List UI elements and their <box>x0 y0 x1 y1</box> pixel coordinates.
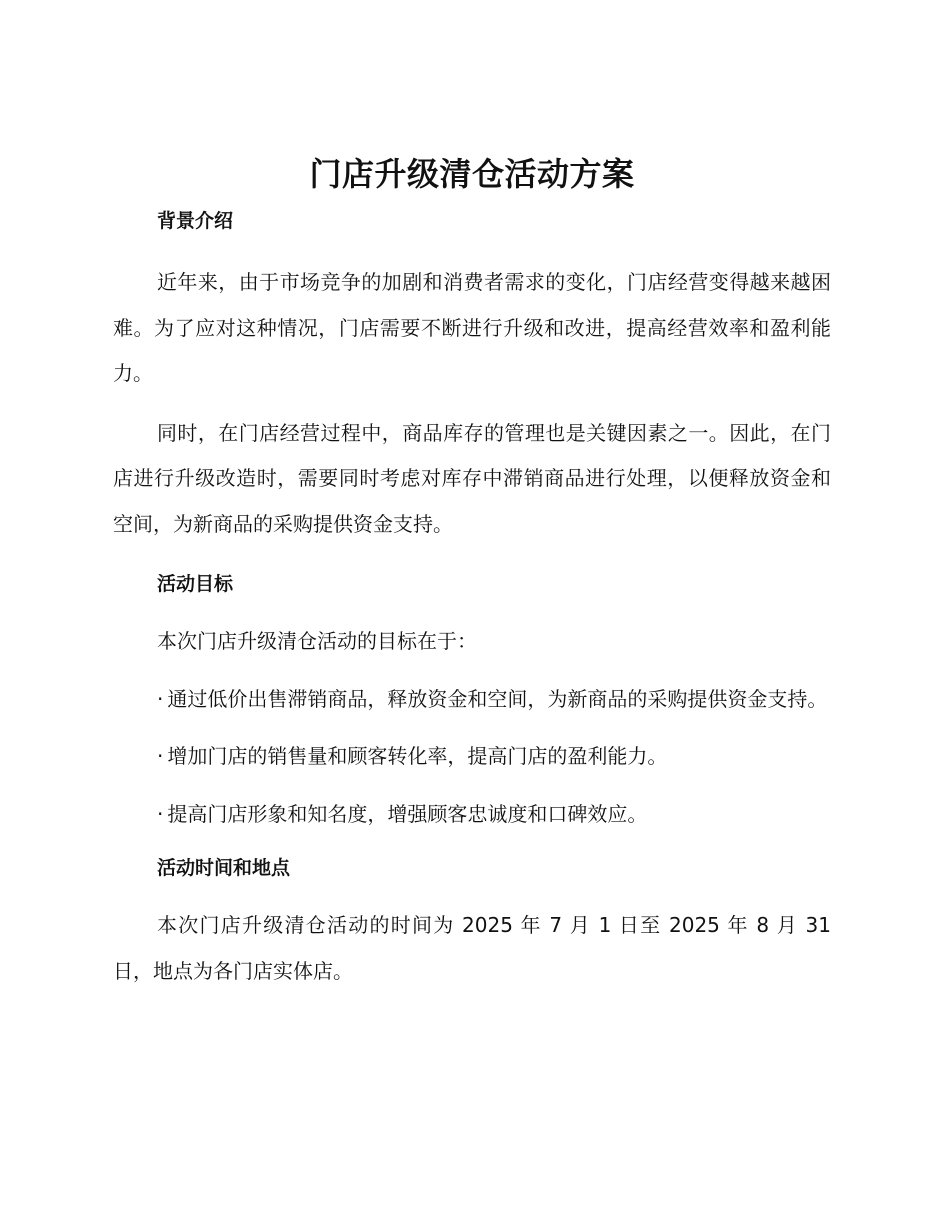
bullet-dot-icon: · <box>157 801 164 826</box>
goal-bullet-text: 通过低价出售滞销商品，释放资金和空间，为新商品的采购提供资金支持。 <box>167 686 828 711</box>
goal-bullet-1 <box>113 677 831 723</box>
goal-bullet-3 <box>113 792 831 838</box>
section-heading-goals: 活动目标 <box>157 573 234 595</box>
background-paragraph-1: 近年来，由于市场竞争的加剧和消费者需求的变化，门店经营变得越来越困难。为了应对这种情况，门店需要不断进行升级和改进，提高经营效率和盈利能力。 <box>113 270 831 385</box>
goals-intro: 本次门店升级清仓活动的目标在于： <box>157 629 477 653</box>
background-paragraph-2: 同时，在门店经营过程中，商品库存的管理也是关键因素之一。因此，在门店进行升级改造时，需要同时考虑对库存中滞销商品进行处理，以便释放资金和空间，为新商品的采购提供资金支持。 <box>113 420 831 536</box>
goal-bullet-text: 提高门店形象和知名度，增强顾客忠诚度和口碑效应。 <box>167 801 648 826</box>
bullet-dot-icon: · <box>157 744 164 768</box>
goal-bullet-text: 增加门店的销售量和顾客转化率，提高门店的盈利能力。 <box>167 744 668 768</box>
document-title: 门店升级清仓活动方案 <box>309 155 635 193</box>
document-page <box>113 150 831 994</box>
section-heading-time-location: 活动时间和地点 <box>157 857 291 879</box>
bullet-dot-icon: · <box>157 686 164 711</box>
section-heading-background: 背景介绍 <box>157 210 234 232</box>
time-location-paragraph: 本次门店升级清仓活动的时间为 2025 年 7 月 1 日至 2025 年 8 月 31 日，地点为各门店实体店。 <box>113 913 831 983</box>
goal-bullet-2 <box>113 734 831 780</box>
